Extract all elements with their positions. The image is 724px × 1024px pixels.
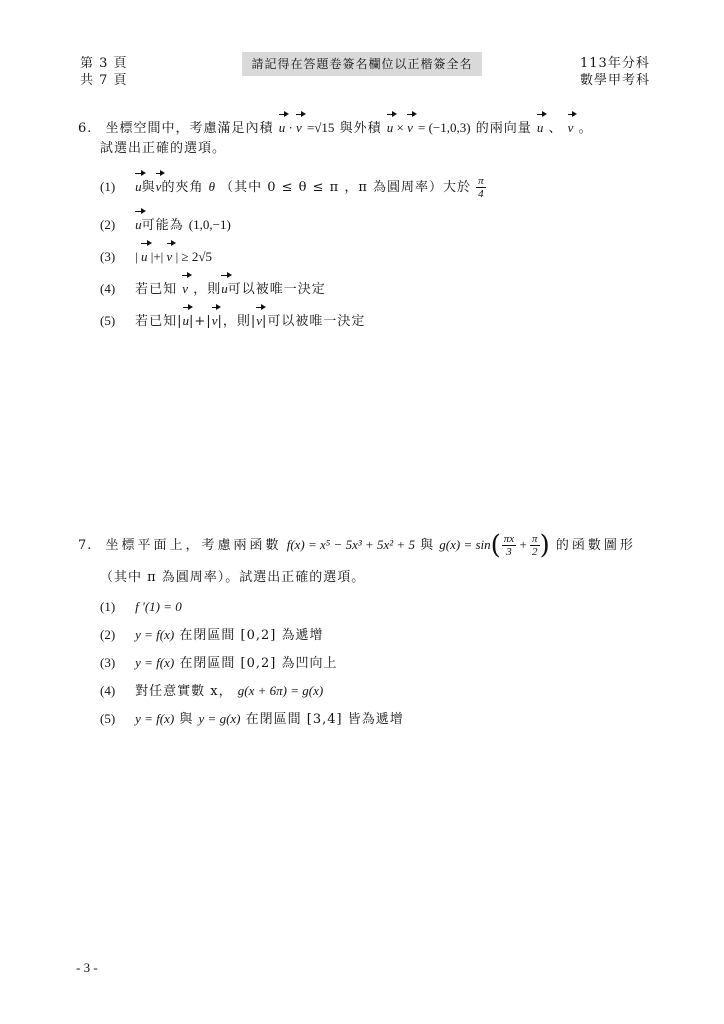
- exam-year-label: 113年分科: [580, 56, 650, 71]
- question-7-option-5: (5) y = f(x) 與 y = g(x) 在閉區間 [3,4] 皆為遞增: [100, 711, 404, 727]
- question-7-number: 7.: [78, 538, 93, 553]
- question-7-instruction: （其中 π 為圓周率）。試選出正確的選項。: [100, 570, 366, 585]
- question-6-stem: 6. 坐標空間中，考慮滿足內積 u · v =√15 與外積 u × v = (−1,0,3) 的兩向量 u 、 v 。: [78, 112, 593, 139]
- question-7-option-1: (1) f ′(1) = 0: [100, 599, 182, 614]
- question-6-option-4: (4) 若已知 v ，則u可以被唯一決定: [100, 273, 326, 300]
- question-7-option-2: (2) y = f(x) 在閉區間 [0,2] 為遞增: [100, 627, 324, 643]
- question-6-instruction: 試選出正確的選項。: [100, 141, 227, 156]
- f-definition: f(x) = x⁵ − 5x³ + 5x² + 5: [286, 537, 415, 552]
- question-6-option-5: (5) 若已知|u|+|v|，則|v|可以被唯一決定: [100, 305, 365, 332]
- page-number-label: 第 3 頁: [80, 56, 128, 71]
- total-pages-label: 共 7 頁: [80, 73, 128, 88]
- question-6-option-2: (2) u可能為 (1,0,−1): [100, 209, 231, 236]
- question-6-number: 6.: [78, 121, 93, 136]
- exam-subject-label: 數學甲考科: [580, 73, 651, 88]
- footer-page-number: - 3 -: [76, 960, 98, 975]
- g-definition: g(x) = sin: [439, 537, 491, 552]
- fraction-pi-x-over-3: $\frac{\pi x}{3}$: [503, 533, 515, 558]
- fraction-pi-over-2: $\frac{\pi}{2}$: [532, 533, 538, 558]
- question-7-stem: 7. 坐標平面上，考慮兩函數 f(x) = x⁵ − 5x³ + 5x² + 5 與 g(x) = sin( $\frac{\pi x}{3}$ + $\frac{\pi}{2}$ ) 的函數圖形: [78, 530, 636, 561]
- question-7-option-4: (4) 對任意實數 x， g(x + 6π) = g(x): [100, 683, 324, 699]
- signature-notice: 請記得在答題卷簽名欄位以正楷簽全名: [242, 52, 482, 76]
- question-6-option-1: (1) u與v的夾角 θ （其中 0 ≤ θ ≤ π ，π 為圓周率）大於 $\frac{\pi}{4}$: [100, 171, 486, 200]
- question-6-option-3: (3) | u |+| v | ≥ 2√5: [100, 241, 212, 268]
- fraction-pi-over-4: $\frac{\pi}{4}$: [478, 175, 484, 200]
- question-7-option-3: (3) y = f(x) 在閉區間 [0,2] 為凹向上: [100, 655, 338, 671]
